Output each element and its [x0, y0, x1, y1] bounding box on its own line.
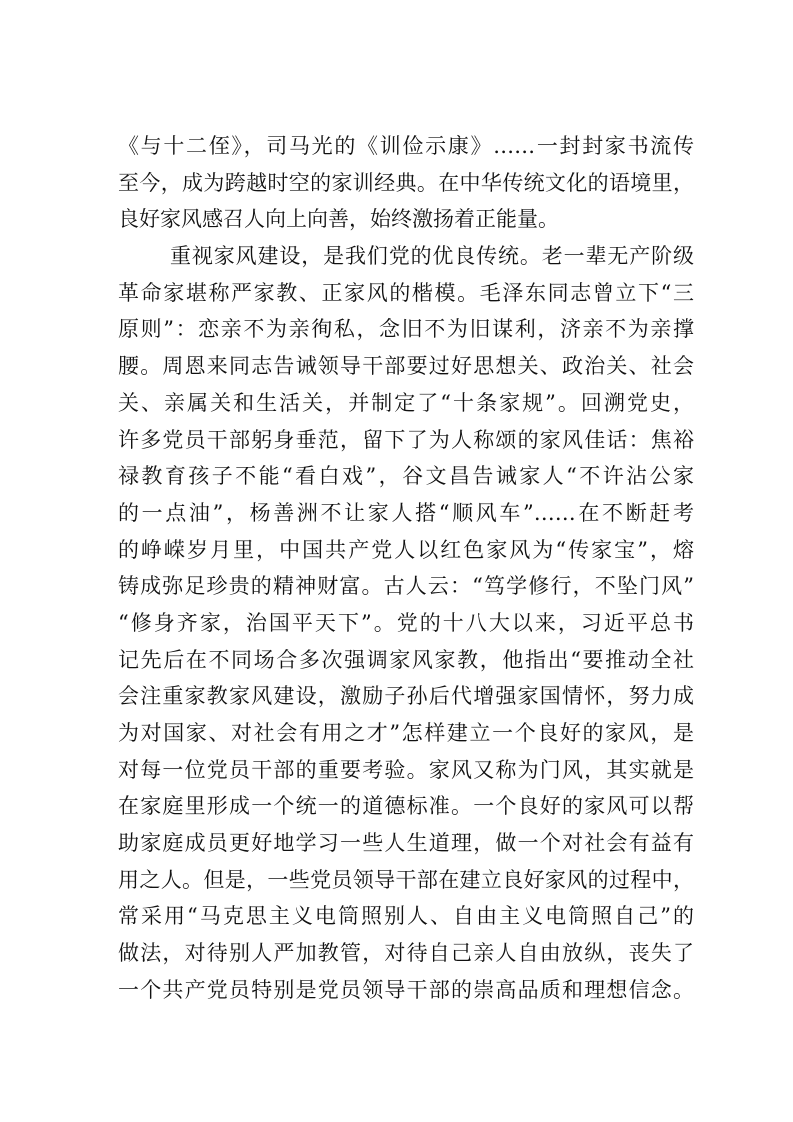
text-line: 一个共产党员特别是党员领导干部的崇高品质和理想信念。 — [118, 977, 694, 1002]
text-line: 对每一位党员干部的重要考验。家风又称为门风，其实就是 — [118, 757, 694, 782]
text-line: 常采用“马克思主义电筒照别人、自由主义电筒照自己”的 — [118, 904, 694, 929]
text-line: 铸成弥足珍贵的精神财富。古人云：“笃学修行，不坠门风” — [118, 574, 694, 599]
text-line: 做法，对待别人严加教管，对待自己亲人自由放纵，丧失了 — [118, 941, 694, 966]
text-line: 助家庭成员更好地学习一些人生道理，做一个对社会有益有 — [118, 831, 694, 856]
text-line: 《与十二侄》，司马光的《训俭示康》……一封封家书流传 — [118, 134, 694, 158]
text-line: “修身齐家，治国平天下”。党的十八大以来，习近平总书 — [118, 610, 694, 635]
text-line: 许多党员干部躬身垂范，留下了为人称颂的家风佳话：焦裕 — [118, 427, 694, 452]
text-line: 至今，成为跨越时空的家训经典。在中华传统文化的语境里， — [118, 170, 694, 195]
text-line: 关、亲属关和生活关，并制定了“十条家规”。回溯党史， — [118, 390, 694, 415]
text-line: 会注重家教家风建设，激励子孙后代增强家国情怀，努力成 — [118, 684, 694, 709]
text-line: 在家庭里形成一个统一的道德标准。一个良好的家风可以帮 — [118, 794, 694, 819]
text-line: 用之人。但是，一些党员领导干部在建立良好家风的过程中， — [118, 867, 694, 892]
text-line: 为对国家、对社会有用之才”怎样建立一个良好的家风，是 — [118, 721, 694, 745]
document-page — [118, 128, 694, 1009]
text-line: 原则”：恋亲不为亲徇私，念旧不为旧谋利，济亲不为亲撑 — [118, 317, 694, 342]
text-line: 禄教育孩子不能“看白戏”，谷文昌告诫家人“不许沾公家 — [118, 464, 694, 489]
text-line: 的峥嵘岁月里，中国共产党人以红色家风为“传家宝”，熔 — [118, 537, 694, 562]
text-line: 重视家风建设，是我们党的优良传统。老一辈无产阶级 — [170, 244, 694, 269]
text-line: 记先后在不同场合多次强调家风家教，他指出“要推动全社 — [118, 647, 694, 672]
text-line: 革命家堪称严家教、正家风的楷模。毛泽东同志曾立下“三 — [118, 280, 694, 305]
text-line: 的一点油”，杨善洲不让家人搭“顺风车”……在不断赶考 — [118, 500, 694, 525]
text-line: 腰。周恩来同志告诫领导干部要过好思想关、政治关、社会 — [118, 354, 694, 379]
text-line: 良好家风感召人向上向善，始终激扬着正能量。 — [118, 207, 559, 232]
